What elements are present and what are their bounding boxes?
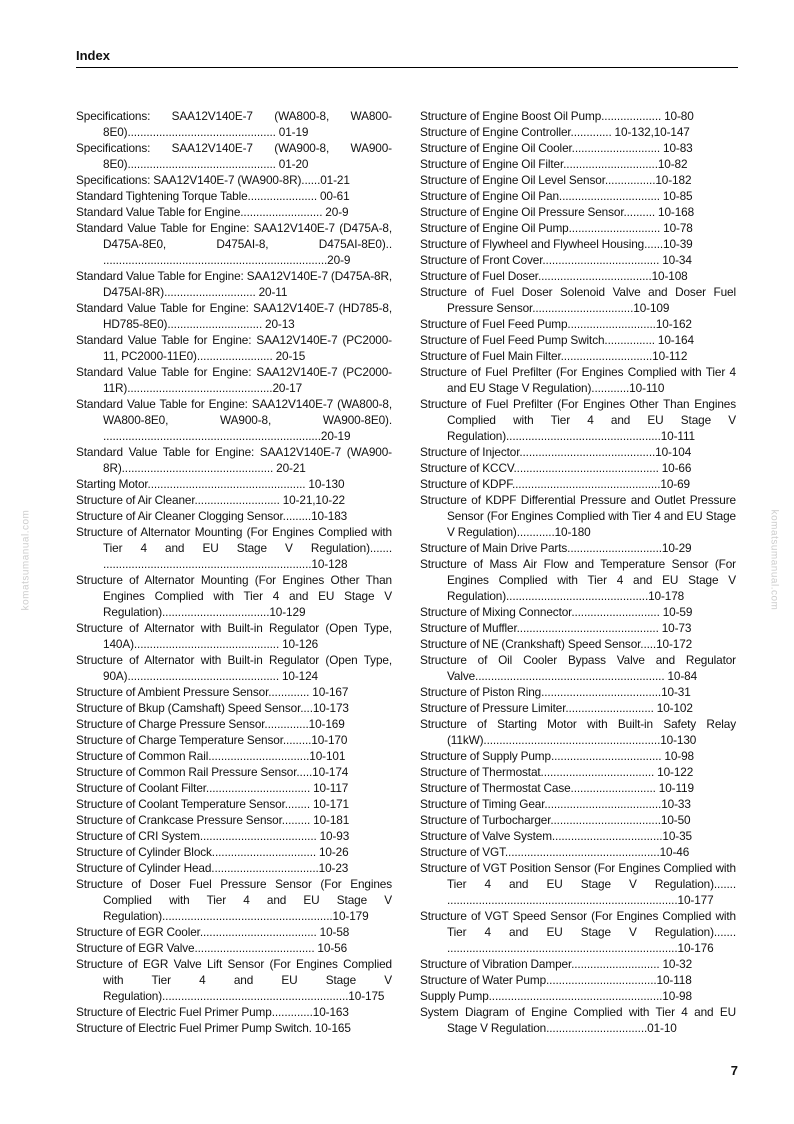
index-entry: Structure of Fuel Feed Pump Switch................ 10-164: [420, 333, 694, 347]
index-entry: Structure of Charge Temperature Sensor.........10-170: [76, 733, 348, 747]
index-entry: Standard Value Table for Engine: SAA12V140E-7 (PC2000-11R)..............................................20-17: [76, 365, 392, 395]
index-entry: Standard Value Table for Engine: SAA12V140E-7 (D475A-8, D475A-8E0, D475AI-8, D475AI-8E0).. .......................................................................20-9: [76, 221, 392, 267]
index-entry: Standard Value Table for Engine: SAA12V140E-7 (WA900-8R)................................................ 20-21: [76, 445, 392, 475]
index-entry: Structure of EGR Valve...................................... 10-56: [76, 941, 348, 955]
index-entry: Structure of Alternator with Built-in Regulator (Open Type, 90A)................................................ 10-124: [76, 653, 392, 683]
index-entry: Structure of Air Cleaner Clogging Sensor.........10-183: [76, 509, 348, 523]
index-entry: Structure of Engine Boost Oil Pump................... 10-80: [420, 109, 694, 123]
index-entry: Structure of Fuel Prefilter (For Engines Complied with Tier 4 and EU Stage V Regulation)............10-110: [420, 365, 736, 395]
page-number: 7: [730, 1063, 738, 1078]
index-entry: Structure of Engine Oil Pressure Sensor.......... 10-168: [420, 205, 695, 219]
index-entry: Structure of Coolant Temperature Sensor........ 10-171: [76, 797, 349, 811]
index-entry: Structure of Engine Oil Level Sensor................10-182: [420, 173, 692, 187]
index-entry: Structure of Electric Fuel Primer Pump.............10-163: [76, 1005, 349, 1019]
index-entry: Structure of Timing Gear.....................................10-33: [420, 797, 691, 811]
index-entry: Structure of Piston Ring......................................10-31: [420, 685, 691, 699]
index-entry: Structure of Bkup (Camshaft) Speed Sensor....10-173: [76, 701, 349, 715]
index-entry: Structure of Supply Pump................................... 10-98: [420, 749, 694, 763]
index-entry: Structure of Alternator Mounting (For Engines Other Than Engines Complied with Tier 4 and EU Stage V Regulation)..................................10-129: [76, 573, 392, 619]
index-entry: Supply Pump.......................................................10-98: [420, 989, 692, 1003]
index-entry: Structure of Coolant Filter................................. 10-117: [76, 781, 349, 795]
index-entry: Specifications: SAA12V140E-7 (WA800-8, WA800-8E0)............................................... 01-19: [76, 109, 392, 139]
index-entry: Structure of Front Cover..................................... 10-34: [420, 253, 692, 267]
index-entry: Standard Value Table for Engine: SAA12V140E-7 (D475A-8R, D475AI-8R)............................. 20-11: [76, 269, 392, 299]
index-entry: Structure of Engine Oil Pump............................. 10-78: [420, 221, 693, 235]
index-entry: Structure of VGT.................................................10-46: [420, 845, 690, 859]
watermark-right: komatsumanual.com: [768, 509, 780, 611]
index-entry: Structure of Alternator with Built-in Regulator (Open Type, 140A).............................................. 10-126: [76, 621, 392, 651]
index-entry: Structure of CRI System..................................... 10-93: [76, 829, 350, 843]
index-entry: Specifications: SAA12V140E-7 (WA900-8R)......01-21: [76, 173, 350, 187]
index-entry: Structure of Alternator Mounting (For Engines Complied with Tier 4 and EU Stage V Regulation)....... ..................................................................10-128: [76, 525, 392, 571]
index-entry: Structure of Thermostat Case........................... 10-119: [420, 781, 694, 795]
index-entry: Structure of Common Rail................................10-101: [76, 749, 346, 763]
index-entry: Structure of Muffler............................................. 10-73: [420, 621, 692, 635]
index-entry: Specifications: SAA12V140E-7 (WA900-8, WA900-8E0)............................................... 01-20: [76, 141, 392, 171]
index-entry: Structure of Air Cleaner........................... 10-21,10-22: [76, 493, 345, 507]
index-entry: Structure of Crankcase Pressure Sensor......... 10-181: [76, 813, 350, 827]
index-entry: Standard Tightening Torque Table...................... 00-61: [76, 189, 350, 203]
index-entry: Structure of Water Pump...................................10-118: [420, 973, 692, 987]
index-column-right: [420, 108, 736, 1036]
index-entry: Structure of Starting Motor with Built-in Safety Relay (11kW)........................................................10-130: [420, 717, 736, 747]
index-entry: Structure of Fuel Doser....................................10-108: [420, 269, 688, 283]
index-entry: Structure of Engine Controller............. 10-132,10-147: [420, 125, 690, 139]
index-entry: System Diagram of Engine Complied with Tier 4 and EU Stage V Regulation................................01-10: [420, 1005, 736, 1035]
index-entry: Structure of EGR Cooler..................................... 10-58: [76, 925, 350, 939]
index-entry: Structure of Mixing Connector............................ 10-59: [420, 605, 693, 619]
index-entry: Structure of Turbocharger...................................10-50: [420, 813, 691, 827]
index-entry: Structure of Engine Oil Filter..............................10-82: [420, 157, 688, 171]
index-entry: Structure of Ambient Pressure Sensor............. 10-167: [76, 685, 349, 699]
index-entry: Structure of EGR Valve Lift Sensor (For Engines Complied with Tier 4 and EU Stage V Regulation)...........................................................10-175: [76, 957, 392, 1003]
index-entry: Structure of Cylinder Block................................. 10-26: [76, 845, 349, 859]
index-entry: Structure of VGT Speed Sensor (For Engines Complied with Tier 4 and EU Stage V Regulation)....... .........................................................................10-176: [420, 909, 736, 955]
index-entry: Structure of Engine Oil Cooler............................ 10-83: [420, 141, 693, 155]
index-entry: Structure of Fuel Main Filter.............................10-112: [420, 349, 688, 363]
index-entry: Structure of NE (Crankshaft) Speed Sensor.....10-172: [420, 637, 693, 651]
index-entry: Structure of Common Rail Pressure Sensor.....10-174: [76, 765, 349, 779]
index-entry: Structure of Doser Fuel Pressure Sensor (For Engines Complied with Tier 4 and EU Stage V Regulation)......................................................10-179: [76, 877, 392, 923]
index-entry: Structure of KCCV.............................................. 10-66: [420, 461, 692, 475]
index-entry: Structure of Mass Air Flow and Temperature Sensor (For Engines Complied with Tier 4 and EU Stage V Regulation).............................................10-178: [420, 557, 736, 603]
index-entry: Structure of Oil Cooler Bypass Valve and Regulator Valve............................................................ 10-84: [420, 653, 736, 683]
index-entry: Structure of Vibration Damper............................ 10-32: [420, 957, 693, 971]
header-rule: [76, 67, 738, 68]
index-entry: Structure of Fuel Prefilter (For Engines Other Than Engines Complied with Tier 4 and EU Stage V Regulation).................................................10-111: [420, 397, 736, 443]
index-entry: Structure of Fuel Feed Pump............................10-162: [420, 317, 692, 331]
index-entry: Structure of VGT Position Sensor (For Engines Complied with Tier 4 and EU Stage V Regulation)....... .........................................................................10-177: [420, 861, 736, 907]
index-entry: Structure of KDPF Differential Pressure and Outlet Pressure Sensor (For Engines Complied with Tier 4 and EU Stage V Regulation)............10-180: [420, 493, 736, 539]
index-entry: Structure of Engine Oil Pan................................ 10-85: [420, 189, 693, 203]
index-entry: Starting Motor.................................................. 10-130: [76, 477, 345, 491]
index-entry: Structure of Charge Pressure Sensor..............10-169: [76, 717, 345, 731]
page-title: Index: [76, 48, 110, 63]
index-entry: Structure of Electric Fuel Primer Pump Switch. 10-165: [76, 1021, 351, 1035]
watermark-left: komatsumanual.com: [20, 509, 32, 611]
index-entry: Structure of Fuel Doser Solenoid Valve and Doser Fuel Pressure Sensor................................10-109: [420, 285, 736, 315]
index-entry: Structure of Pressure Limiter............................ 10-102: [420, 701, 693, 715]
index-entry: Structure of Flywheel and Flywheel Housing......10-39: [420, 237, 693, 251]
index-entry: Structure of Cylinder Head..................................10-23: [76, 861, 349, 875]
index-column-left: [76, 108, 392, 1036]
index-entry: Standard Value Table for Engine.......................... 20-9: [76, 205, 349, 219]
index-entry: Standard Value Table for Engine: SAA12V140E-7 (PC2000-11, PC2000-11E0)........................ 20-15: [76, 333, 392, 363]
index-entry: Structure of Thermostat.................................... 10-122: [420, 765, 694, 779]
index-entry: Standard Value Table for Engine: SAA12V140E-7 (WA800-8, WA800-8E0, WA900-8, WA900-8E0). .....................................................................20-19: [76, 397, 392, 443]
index-entry: Structure of Injector...........................................10-104: [420, 445, 692, 459]
index-entry: Structure of KDPF...............................................10-69: [420, 477, 690, 491]
index-entry: Standard Value Table for Engine: SAA12V140E-7 (HD785-8, HD785-8E0).............................. 20-13: [76, 301, 392, 331]
index-entry: Structure of Valve System...................................10-35: [420, 829, 692, 843]
index-entry: Structure of Main Drive Parts..............................10-29: [420, 541, 692, 555]
